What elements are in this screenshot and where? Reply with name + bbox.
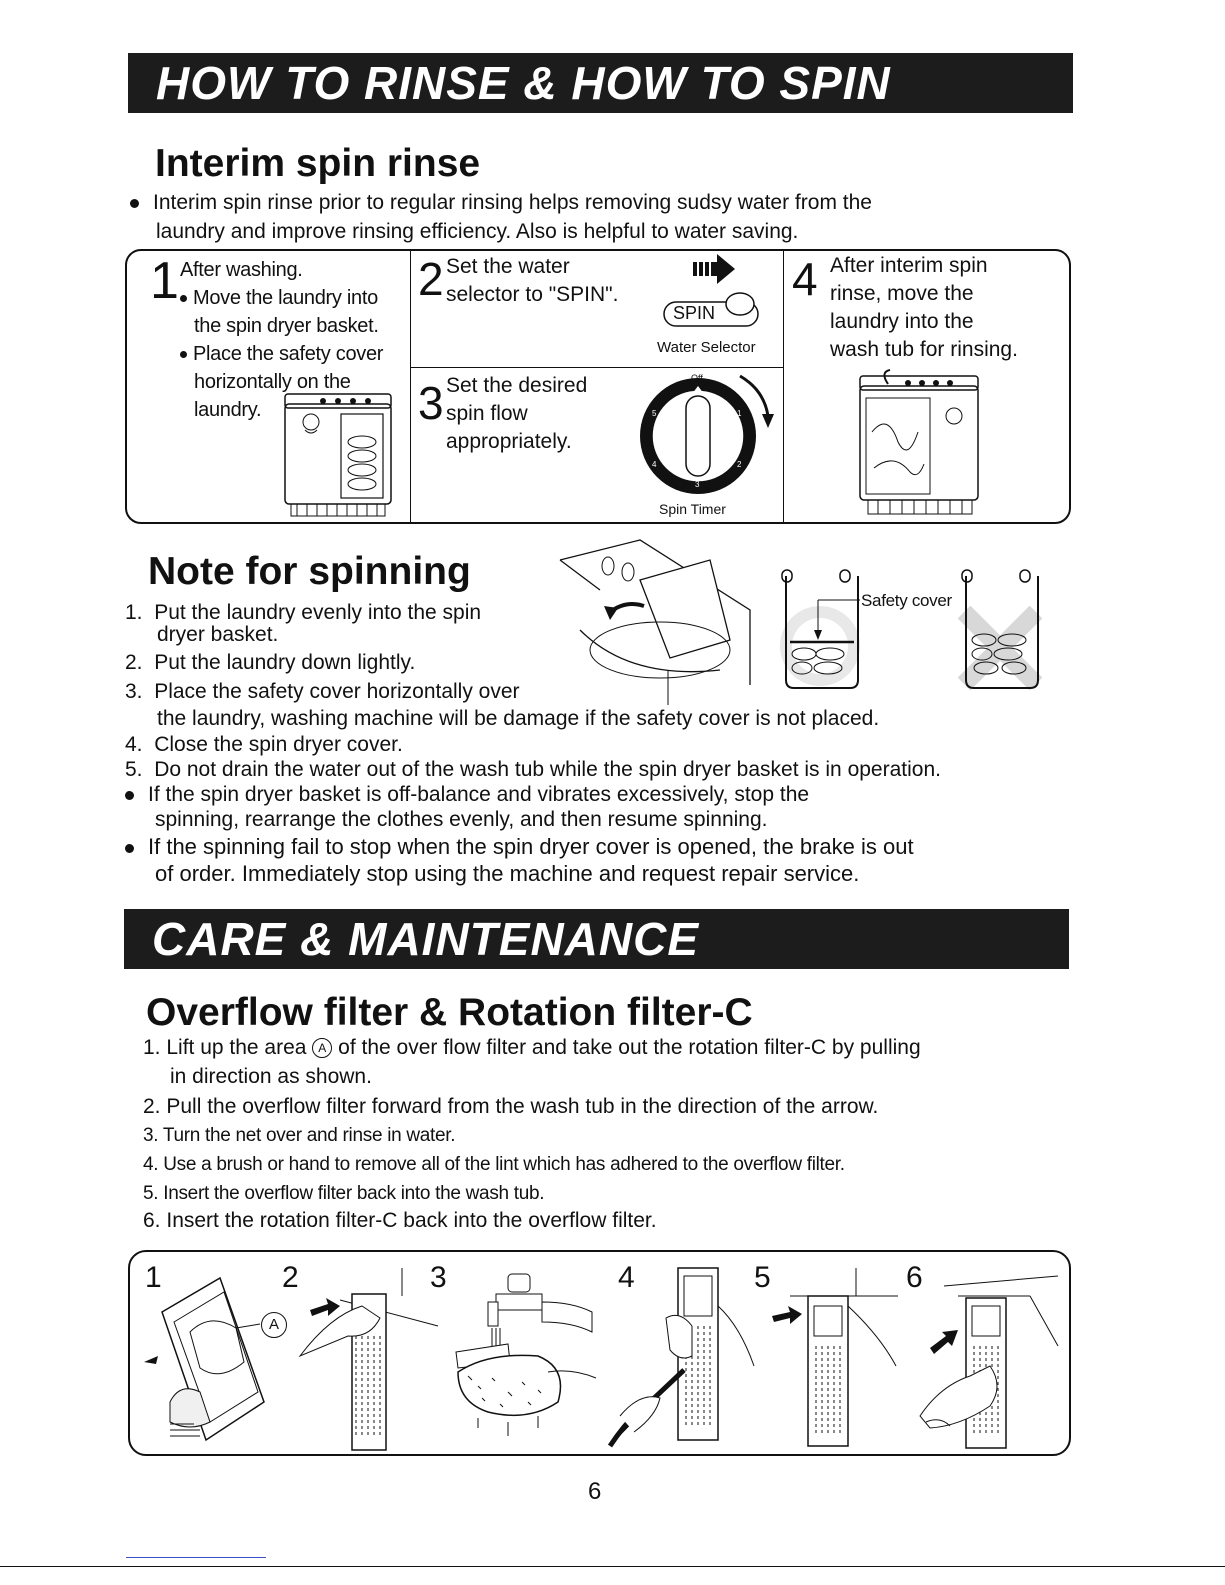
heading-note-for-spinning — [148, 550, 471, 594]
care-step-2 — [143, 1094, 878, 1120]
filter-lift-illustration — [140, 1272, 290, 1447]
step-text: Turn the net over and rinse in water. — [162, 1125, 456, 1146]
step-4-line-4: wash tub for rinsing. — [830, 338, 1018, 361]
step-text: of the over flow filter and take out the rotation filter-C by pulling — [338, 1036, 921, 1059]
item-number: 4. — [125, 733, 143, 756]
dial-mark: 4 — [652, 460, 657, 469]
spin-dryer-lid-illustration — [540, 540, 750, 705]
incorrect-basket-illustration — [958, 568, 1048, 692]
filter-pull-illustration — [300, 1266, 440, 1451]
bullet-text: If the spinning fail to stop when the spin dryer cover is opened, the brake is out — [148, 834, 914, 859]
step-number: 5. — [143, 1183, 159, 1204]
water-selector-knob-label: SPIN — [673, 303, 716, 323]
step-number: 1. — [143, 1036, 161, 1059]
heading-text: Note for spinning — [148, 550, 471, 593]
note-item-1-cont: dryer basket. — [157, 623, 279, 646]
step-4-text — [830, 252, 1018, 364]
spin-timer-dial-icon — [636, 370, 776, 500]
intro-line-1: Interim spin rinse prior to regular rinsing helps removing sudsy water from the — [153, 191, 872, 214]
marker-a-icon — [261, 1312, 287, 1338]
step-2-text — [446, 253, 618, 309]
step-text: Lift up the area — [166, 1036, 307, 1059]
care-step-6 — [143, 1208, 657, 1234]
interim-intro — [130, 188, 872, 246]
footer-divider — [0, 1566, 1225, 1567]
divider — [783, 250, 784, 523]
figure-number: 4 — [618, 1261, 635, 1294]
bullet-text: If the spin dryer basket is off-balance and vibrates excessively, stop the — [148, 783, 810, 806]
step-number: 3 — [418, 377, 444, 429]
filter-brush-illustration — [600, 1266, 760, 1451]
step-4-line-1: After interim spin — [830, 254, 988, 277]
twin-tub-washer-illustration — [858, 372, 982, 518]
step-3-line-2: spin flow — [446, 402, 528, 425]
step-2-line-2: selector to "SPIN". — [446, 283, 619, 306]
note-bullet-2-cont: of order. Immediately stop using the machine and request repair service. — [155, 861, 860, 886]
step-number: 2. — [143, 1095, 161, 1118]
step-1-bullet-2-cont: horizontally on the — [194, 371, 351, 393]
dial-mark: 1 — [737, 409, 742, 418]
step-3-text — [446, 372, 587, 456]
note-bullet-2 — [125, 834, 914, 860]
step-1-bullet-2-cont: laundry. — [194, 399, 262, 421]
item-text: Put the laundry down lightly. — [154, 651, 416, 674]
section-banner-rinse-spin: HOW TO RINSE & HOW TO SPIN — [128, 53, 1073, 113]
item-number: 2. — [125, 651, 143, 674]
marker-a-icon: A — [312, 1038, 332, 1058]
note-item-2 — [125, 650, 415, 676]
figure-number: 6 — [906, 1261, 923, 1294]
bullet-icon — [125, 844, 134, 853]
step-number: 3. — [143, 1125, 159, 1146]
step-number: 4. — [143, 1154, 159, 1175]
item-text: Do not drain the water out of the wash tub while the spin dryer basket is in operation. — [154, 758, 941, 781]
divider — [410, 367, 783, 368]
bullet-icon — [180, 295, 187, 302]
item-text: Place the safety cover horizontally over — [154, 680, 520, 703]
care-step-1-cont: in direction as shown. — [170, 1065, 372, 1088]
page-number: 6 — [588, 1478, 602, 1505]
step-text: Insert the rotation filter-C back into the overflow filter. — [166, 1209, 657, 1232]
care-step-5 — [143, 1181, 544, 1207]
heading-text: Overflow filter & Rotation filter-C — [146, 991, 753, 1034]
note-bullet-1 — [125, 782, 809, 808]
bullet-icon — [130, 199, 139, 208]
item-text: Close the spin dryer cover. — [154, 733, 403, 756]
dial-mark: 3 — [695, 480, 700, 489]
step-4-line-2: rinse, move the — [830, 282, 974, 305]
note-item-5 — [125, 757, 941, 783]
heading-interim-spin-rinse — [155, 142, 480, 186]
marker-a-label: A — [261, 1312, 287, 1338]
step-number: 6. — [143, 1209, 161, 1232]
item-number: 1. — [125, 601, 143, 624]
dial-off-label: Off — [691, 373, 703, 383]
filter-rinse-illustration — [448, 1272, 598, 1452]
rotation-filter-insert-illustration — [920, 1266, 1060, 1451]
step-2-line-1: Set the water — [446, 255, 570, 278]
step-text: Pull the overflow filter forward from the wash tub in the direction of the arrow. — [166, 1095, 879, 1118]
care-step-4 — [143, 1152, 845, 1178]
note-item-3-cont: the laundry, washing machine will be damage if the safety cover is not placed. — [157, 707, 880, 730]
care-step-3 — [143, 1123, 455, 1149]
correct-basket-illustration — [778, 568, 868, 692]
filter-insert-illustration — [770, 1266, 900, 1451]
step-number: 1 — [150, 252, 179, 310]
step-1-head: After washing. — [180, 259, 303, 281]
note-item-3 — [125, 679, 520, 705]
heading-overflow-filter — [146, 991, 753, 1035]
care-step-1 — [143, 1035, 921, 1061]
step-1-bullet-1: Move the laundry into — [193, 287, 378, 309]
note-bullet-1-cont: spinning, rearrange the clothes evenly, and then resume spinning. — [155, 808, 768, 831]
figure-number: 3 — [430, 1261, 447, 1294]
intro-line-2: laundry and improve rinsing efficiency. Also is helpful to water saving. — [156, 220, 799, 243]
step-text: Insert the overflow filter back into the wash tub. — [163, 1183, 545, 1204]
step-number: 4 — [792, 253, 818, 305]
dial-mark: 5 — [652, 409, 657, 418]
section-banner-care: CARE & MAINTENANCE — [124, 909, 1069, 969]
water-selector-caption: Water Selector — [657, 339, 756, 356]
figure-number: 2 — [282, 1261, 299, 1294]
step-number: 2 — [418, 253, 444, 305]
note-item-4 — [125, 732, 403, 758]
divider — [410, 250, 411, 523]
footer-link-underline — [126, 1557, 266, 1558]
step-4-line-3: laundry into the — [830, 310, 974, 333]
item-number: 5. — [125, 758, 143, 781]
figure-number: 1 — [145, 1261, 162, 1294]
safety-cover-label: Safety cover — [861, 591, 952, 610]
dial-mark: 2 — [737, 460, 742, 469]
twin-tub-washer-illustration — [283, 392, 395, 520]
arrow-right-icon — [693, 252, 737, 288]
step-text: Use a brush or hand to remove all of the lint which has adhered to the overflow filter. — [163, 1154, 845, 1175]
heading-text: Interim spin rinse — [155, 142, 481, 185]
step-1-bullet-1-cont: the spin dryer basket. — [194, 315, 379, 337]
step-3-line-3: appropriately. — [446, 430, 572, 453]
spin-timer-caption: Spin Timer — [659, 501, 726, 517]
item-text: Put the laundry evenly into the spin — [154, 601, 482, 624]
step-3-line-1: Set the desired — [446, 374, 588, 397]
step-1-bullet-2: Place the safety cover — [193, 343, 384, 365]
figure-number: 5 — [754, 1261, 771, 1294]
item-number: 3. — [125, 680, 143, 703]
bullet-icon — [180, 351, 187, 358]
bullet-icon — [125, 791, 134, 800]
